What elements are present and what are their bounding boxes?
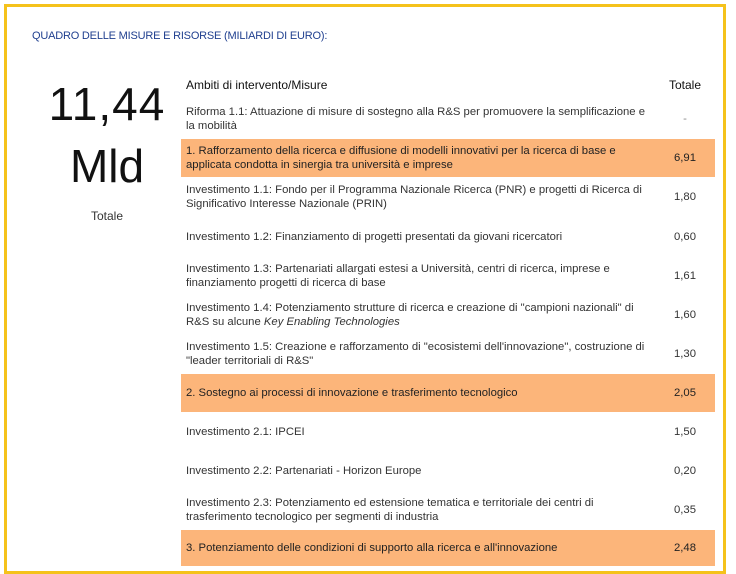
- total-label: Totale: [90, 209, 124, 223]
- row-label: Investimento 1.1: Fondo per il Programma Nazionale Ricerca (PNR) e progetti di Ricerca di Significativo Interesse Nazionale (PRIN): [186, 184, 642, 210]
- row-label: Investimento 1.5: Creazione e rafforzamento di "ecosistemi dell'innovazione", costruzione di "leader territoriali di R&S": [186, 341, 645, 367]
- row-label: [181, 301, 655, 329]
- table-row: [181, 334, 715, 373]
- row-value: 6,91: [674, 152, 696, 164]
- header-measure: Ambiti di intervento/Misure: [186, 78, 328, 92]
- row-label-text: Investimento 1.4: Potenziamento strutture di ricerca e creazione di "campioni nazionali" di R&S su alcune: [186, 302, 634, 328]
- table-row: [181, 295, 715, 334]
- measures-panel: [4, 4, 726, 574]
- table-row: [181, 412, 715, 451]
- table-header: [181, 71, 715, 99]
- row-value: 1,60: [674, 309, 696, 321]
- row-value: 2,05: [674, 387, 696, 399]
- table-row: [181, 451, 715, 490]
- row-label: Investimento 2.3: Potenziamento ed estensione tematica e territoriale dei centri di trasferimento tecnologico per segmenti di industria: [186, 497, 594, 523]
- table-row: [181, 99, 715, 138]
- row-label: 3. Potenziamento delle condizioni di supporto alla ricerca e all'innovazione: [186, 542, 558, 554]
- panel-title: QUADRO DELLE MISURE E RISORSE (MILIARDI DI EURO):: [32, 30, 328, 42]
- row-value: 0,35: [674, 504, 696, 516]
- row-label: Investimento 1.3: Partenariati allargati estesi a Università, centri di ricerca, imprese e finanziamento progetti di ricerca di base: [186, 263, 610, 289]
- total-summary: [37, 77, 177, 223]
- total-value: 11,44: [48, 78, 166, 130]
- table-row: [181, 216, 715, 256]
- row-value: 2,48: [674, 542, 696, 554]
- row-label: Investimento 2.2: Partenariati - Horizon Europe: [186, 465, 422, 477]
- row-label: Investimento 1.2: Finanziamento di progetti presentati da giovani ricercatori: [186, 230, 563, 243]
- row-value: 1,30: [674, 348, 696, 360]
- row-label-emphasis: Key Enabling Technologies: [263, 316, 400, 328]
- measures-table: [181, 71, 715, 566]
- row-value: 0,20: [674, 465, 696, 477]
- row-label: 2. Sostegno ai processi di innovazione e trasferimento tecnologico: [186, 387, 518, 399]
- table-row: [181, 256, 715, 295]
- table-row: [181, 490, 715, 529]
- row-value: 1,80: [674, 191, 696, 203]
- row-label: 1. Rafforzamento della ricerca e diffusione di modelli innovativi per la ricerca di base e applicata condotta in sinergia tra università e imprese: [186, 145, 616, 171]
- header-total: Totale: [668, 78, 702, 92]
- row-value: 1,61: [674, 270, 696, 282]
- total-unit: Mld: [69, 140, 145, 192]
- row-value: 1,50: [674, 426, 696, 438]
- table-row-highlight: [181, 529, 715, 566]
- row-value: 0,60: [674, 230, 696, 243]
- table-row-highlight: [181, 138, 715, 177]
- row-value: -: [683, 113, 687, 125]
- row-label: Riforma 1.1: Attuazione di misure di sostegno alla R&S per promuovere la semplificazione e la mobilità: [186, 106, 646, 132]
- row-label: Investimento 2.1: IPCEI: [186, 426, 305, 438]
- table-row: [181, 177, 715, 216]
- table-row-highlight: [181, 373, 715, 412]
